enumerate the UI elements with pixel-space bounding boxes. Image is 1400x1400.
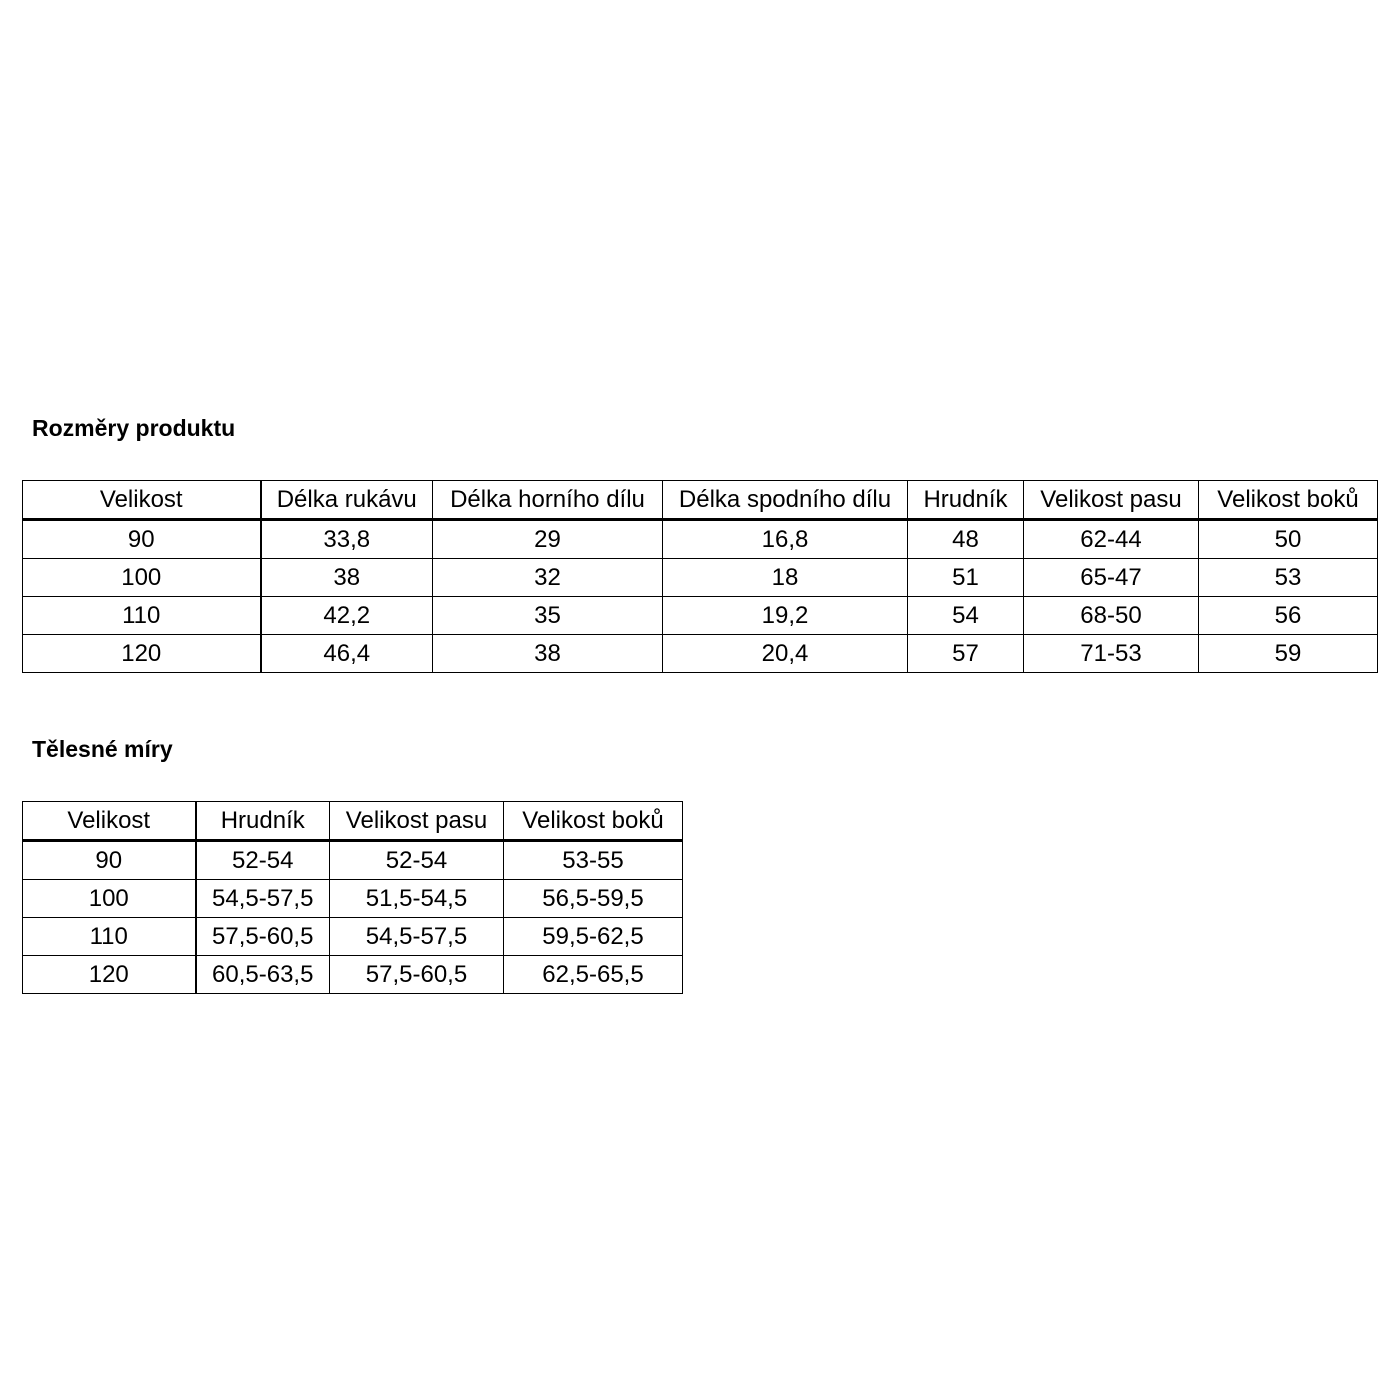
- table-cell: 29: [433, 520, 663, 559]
- table-cell: 57,5-60,5: [330, 956, 504, 994]
- body-measurements-table: [22, 801, 683, 994]
- table-cell: 90: [23, 520, 261, 559]
- column-header-hips: Velikost boků: [504, 802, 683, 841]
- table-cell: 57: [908, 635, 1024, 673]
- table-row: [23, 956, 683, 994]
- table-cell: 54,5-57,5: [196, 880, 330, 918]
- table-cell: 42,2: [261, 597, 433, 635]
- table-cell: 33,8: [261, 520, 433, 559]
- table-cell: 48: [908, 520, 1024, 559]
- product-dimensions-table: [22, 480, 1378, 673]
- column-header-sleeve-length: Délka rukávu: [261, 481, 433, 520]
- table-row: [23, 841, 683, 880]
- table-cell: 52-54: [330, 841, 504, 880]
- table-cell: 120: [23, 956, 196, 994]
- table-cell: 56,5-59,5: [504, 880, 683, 918]
- table-row: [23, 559, 1378, 597]
- table-cell: 100: [23, 559, 261, 597]
- table-cell: 100: [23, 880, 196, 918]
- table-cell: 59,5-62,5: [504, 918, 683, 956]
- table-cell: 62-44: [1024, 520, 1199, 559]
- table-cell: 16,8: [663, 520, 908, 559]
- table-cell: 68-50: [1024, 597, 1199, 635]
- table-header-row: [23, 802, 683, 841]
- table-row: [23, 635, 1378, 673]
- product-dimensions-title: Rozměry produktu: [32, 415, 236, 441]
- table-cell: 38: [433, 635, 663, 673]
- table-cell: 51,5-54,5: [330, 880, 504, 918]
- table-cell: 19,2: [663, 597, 908, 635]
- table-cell: 60,5-63,5: [196, 956, 330, 994]
- table-cell: 35: [433, 597, 663, 635]
- table-cell: 110: [23, 597, 261, 635]
- table-cell: 51: [908, 559, 1024, 597]
- column-header-waist: Velikost pasu: [330, 802, 504, 841]
- table-row: [23, 520, 1378, 559]
- table-cell: 53-55: [504, 841, 683, 880]
- column-header-hips: Velikost boků: [1199, 481, 1378, 520]
- table-cell: 54,5-57,5: [330, 918, 504, 956]
- table-cell: 52-54: [196, 841, 330, 880]
- table-cell: 59: [1199, 635, 1378, 673]
- table-cell: 62,5-65,5: [504, 956, 683, 994]
- body-measurements-title: Tělesné míry: [32, 736, 173, 762]
- table-cell: 120: [23, 635, 261, 673]
- column-header-waist: Velikost pasu: [1024, 481, 1199, 520]
- column-header-size: Velikost: [23, 802, 196, 841]
- table-cell: 57,5-60,5: [196, 918, 330, 956]
- table-cell: 46,4: [261, 635, 433, 673]
- table-row: [23, 880, 683, 918]
- table-cell: 56: [1199, 597, 1378, 635]
- column-header-bottom-length: Délka spodního dílu: [663, 481, 908, 520]
- table-cell: 38: [261, 559, 433, 597]
- column-header-chest: Hrudník: [908, 481, 1024, 520]
- table-cell: 90: [23, 841, 196, 880]
- table-cell: 65-47: [1024, 559, 1199, 597]
- table-cell: 54: [908, 597, 1024, 635]
- table-cell: 110: [23, 918, 196, 956]
- table-cell: 32: [433, 559, 663, 597]
- table-cell: 71-53: [1024, 635, 1199, 673]
- table-cell: 20,4: [663, 635, 908, 673]
- table-row: [23, 597, 1378, 635]
- table-cell: 18: [663, 559, 908, 597]
- column-header-chest: Hrudník: [196, 802, 330, 841]
- column-header-size: Velikost: [23, 481, 261, 520]
- table-cell: 53: [1199, 559, 1378, 597]
- table-row: [23, 918, 683, 956]
- table-header-row: [23, 481, 1378, 520]
- column-header-top-length: Délka horního dílu: [433, 481, 663, 520]
- table-cell: 50: [1199, 520, 1378, 559]
